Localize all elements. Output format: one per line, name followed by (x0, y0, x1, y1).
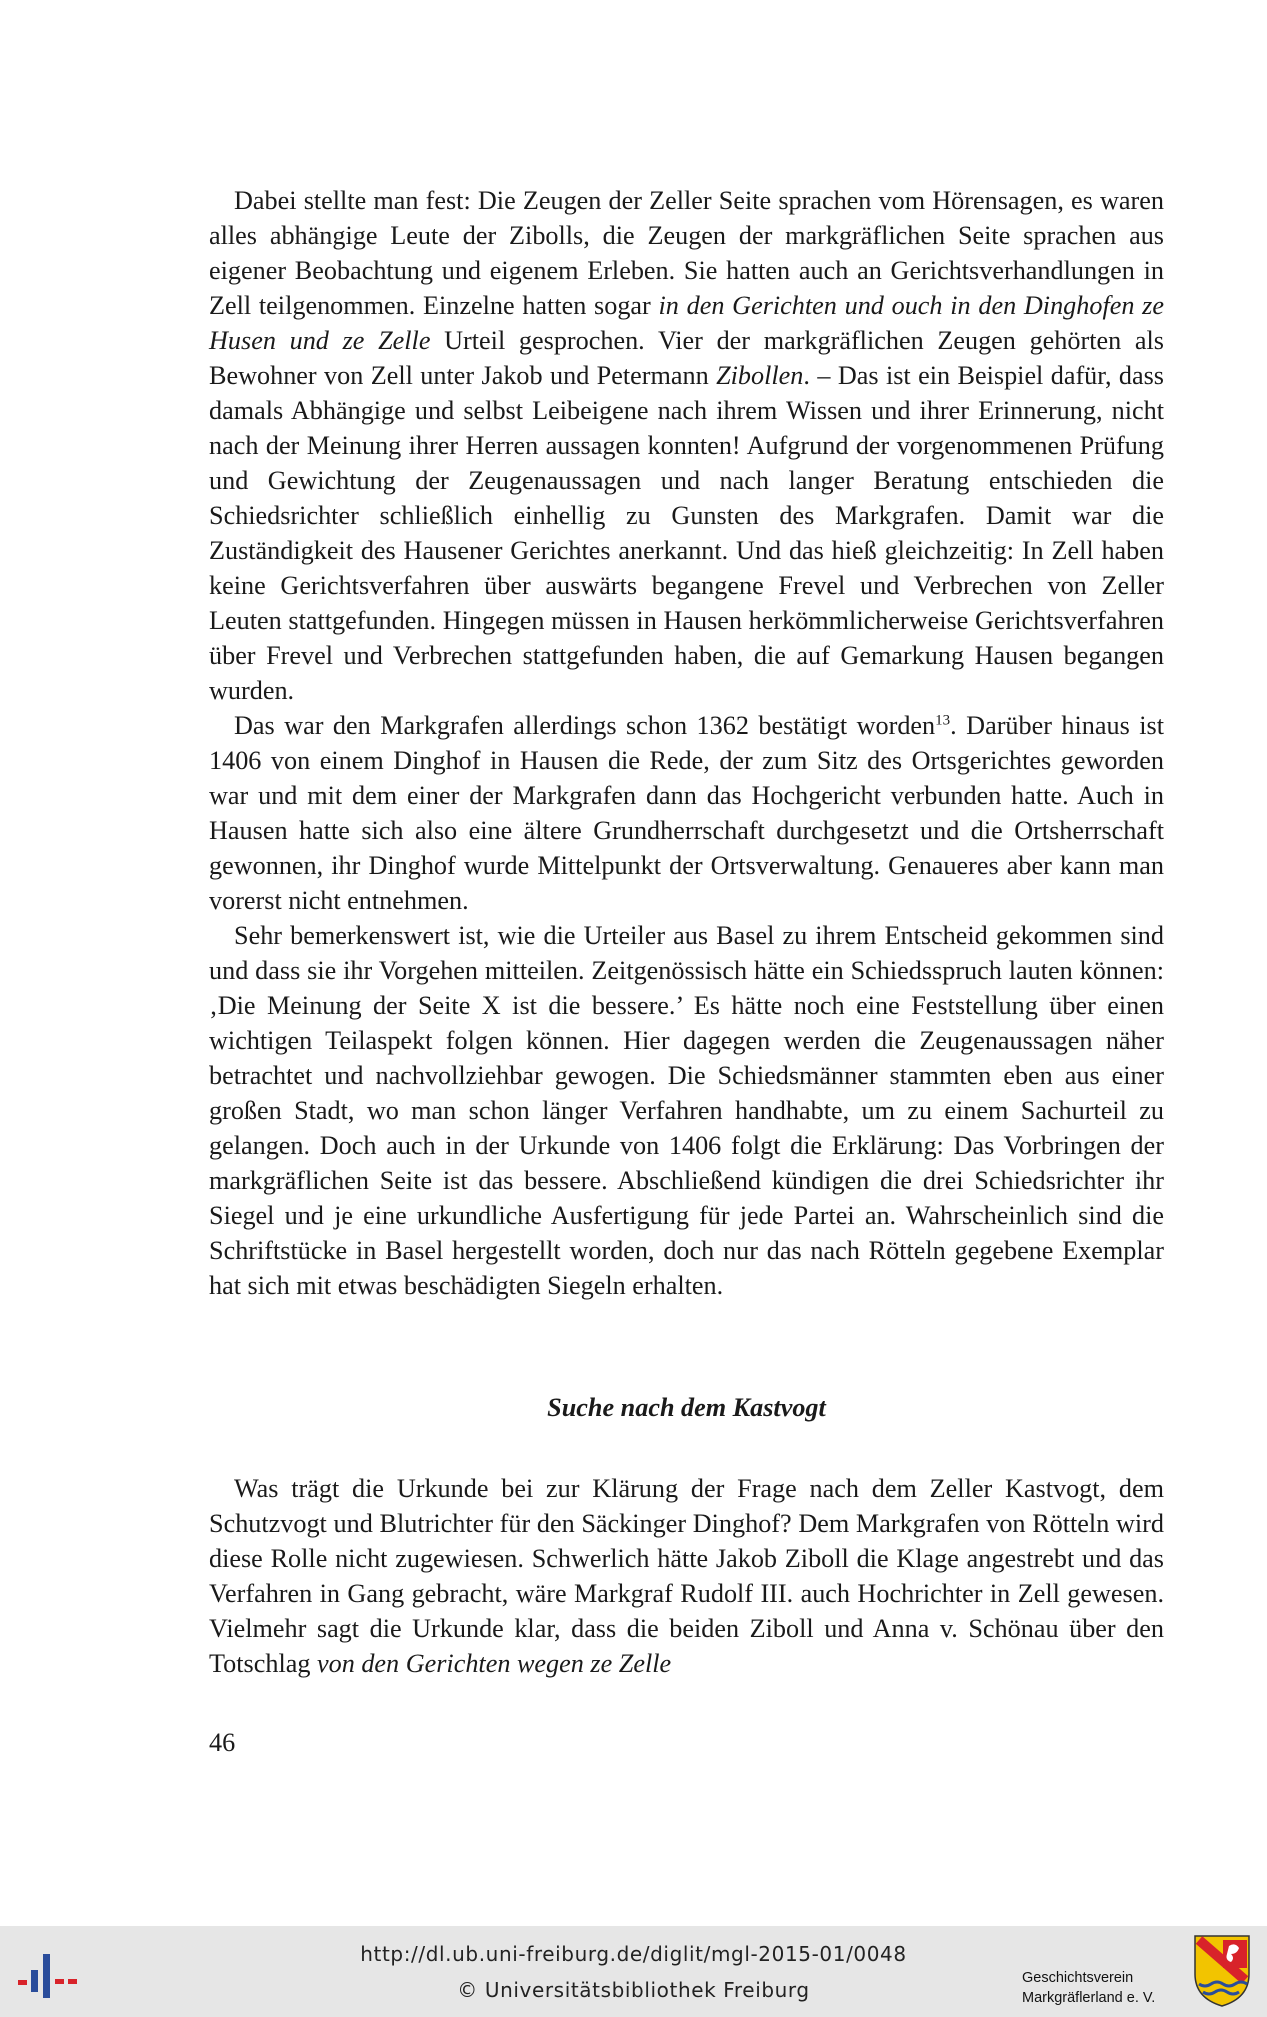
paragraph-4 (209, 1471, 1164, 1681)
society-name (1022, 1968, 1192, 2008)
text-run: Urteil gesprochen. Vier der markgräflichen Zeugen gehörten als Bewohner von Zell unter Jakob und Petermann (209, 326, 1164, 390)
italic-quote: in den Gerichten und ouch in den Dinghofen ze Husen und ze Zelle (209, 291, 1164, 355)
text-run: . – Das ist ein Beispiel dafür, dass damals Abhängige und selbst Leibeigene nach ihrem Wissen und ihrer Erinnerung, nicht nach der Meinung ihrer Herren aussagen konnten! Aufgrund der vorgenommenen Prüfung und Gewichtung der Zeugenaussagen und nach langer Beratung entschieden die Schiedsrichter schließlich einhellig zu Gunsten des Markgrafen. Damit war die Zuständigkeit des Hausener Gerichtes anerkannt. Und das hieß gleichzeitig: In Zell haben keine Gerichtsverfahren über auswärts begangene Frevel und Verbrechen von Zeller Leuten stattgefunden. Hingegen müssen in Hausen herkömmlicherweise Gerichtsverfahren über Frevel und Verbrechen stattgefunden haben, die auf Gemarkung Hausen begangen wurden. (209, 361, 1164, 705)
text-run: Das war den Markgrafen allerdings schon 1362 bestätigt worden (234, 711, 936, 740)
italic-quote: von den Gerichten wegen ze Zelle (316, 1649, 672, 1678)
paragraph-3 (209, 918, 1164, 1303)
footnote-ref: 13 (935, 712, 951, 729)
footer-bar (0, 1926, 1267, 2017)
society-line-1: Geschichtsverein (1022, 1970, 1134, 1986)
text-run: . Darüber hinaus ist 1406 von einem Dinghof in Hausen die Rede, der zum Sitz des Ortsgerichtes geworden war und mit dem einer der Markgrafen dann das Hochgericht verbunden hatte. Auch in Hausen hatte sich also eine ältere Grundherrschaft durchgesetzt und die Ortsherrschaft gewonnen, ihr Dinghof wurde Mittelpunkt der Ortsverwaltung. Genaueres aber kann man vorerst nicht entnehmen. (209, 711, 1164, 915)
paragraph-1 (209, 183, 1164, 708)
text-run: Dabei stellte man fest: Die Zeugen der Zeller Seite sprachen vom Hörensagen, es waren alles abhängige Leute der Zibolls, die Zeugen der markgräflichen Seite sprachen aus eigener Beobachtung und eigenem Erleben. Sie hatten auch an Gerichtsverhandlungen in Zell teilgenommen. Einzelne hatten sogar (209, 186, 1164, 320)
italic-name: Zibollen (716, 361, 804, 390)
copyright-text: © Universitätsbibliothek Freiburg (457, 1978, 810, 2002)
text-run: Sehr bemerkenswert ist, wie die Urteiler aus Basel zu ihrem Entscheid gekommen sind und dass sie ihr Vorgehen mitteilen. Zeitgenössisch hätte ein Schiedsspruch lauten können: ‚Die Meinung der Seite X ist die bessere.’ Es hätte noch eine Feststellung über einen wichtigen Teilaspekt folgen können. Hier dagegen werden die Zeugenaussagen näher betrachtet und nachvollziehbar gewogen. Die Schiedsmänner stammten eben aus einer großen Stadt, wo man schon länger Verfahren handhabte, um zu einem Sachurteil zu gelangen. Doch auch in der Urkunde von 1406 folgt die Erklärung: Das Vorbringen der markgräflichen Seite ist das bessere. Abschließend kündigen die drei Schiedsrichter ihr Siegel und je eine urkundliche Ausfertigung für jede Partei an. Wahrscheinlich sind die Schriftstücke in Basel hergestellt worden, doch nur das nach Rötteln gegebene Exemplar hat sich mit etwas beschädigten Siegeln erhalten. (209, 921, 1164, 1300)
paragraph-2 (209, 708, 1164, 918)
document-url[interactable]: http://dl.ub.uni-freiburg.de/diglit/mgl-2015-01/0048 (360, 1942, 907, 1966)
section-heading: Suche nach dem Kastvogt (547, 1393, 826, 1422)
page-content (209, 183, 1164, 1681)
society-line-2: Markgräflerland e. V. (1022, 1990, 1156, 2006)
society-crest-icon (1193, 1934, 1251, 2008)
page-number: 46 (209, 1728, 236, 1757)
text-run: Was trägt die Urkunde bei zur Klärung der Frage nach dem Zeller Kastvogt, dem Schutzvogt und Blutrichter für den Säckinger Dinghof? Dem Markgrafen von Rötteln wird diese Rolle nicht zugewiesen. Schwerlich hätte Jakob Ziboll die Klage angestrebt und das Verfahren in Gang gebracht, wäre Markgraf Rudolf III. auch Hochrichter in Zell gewesen. Vielmehr sagt die Urkunde klar, dass die beiden Ziboll und Anna v. Schönau über den Totschlag (209, 1474, 1164, 1678)
